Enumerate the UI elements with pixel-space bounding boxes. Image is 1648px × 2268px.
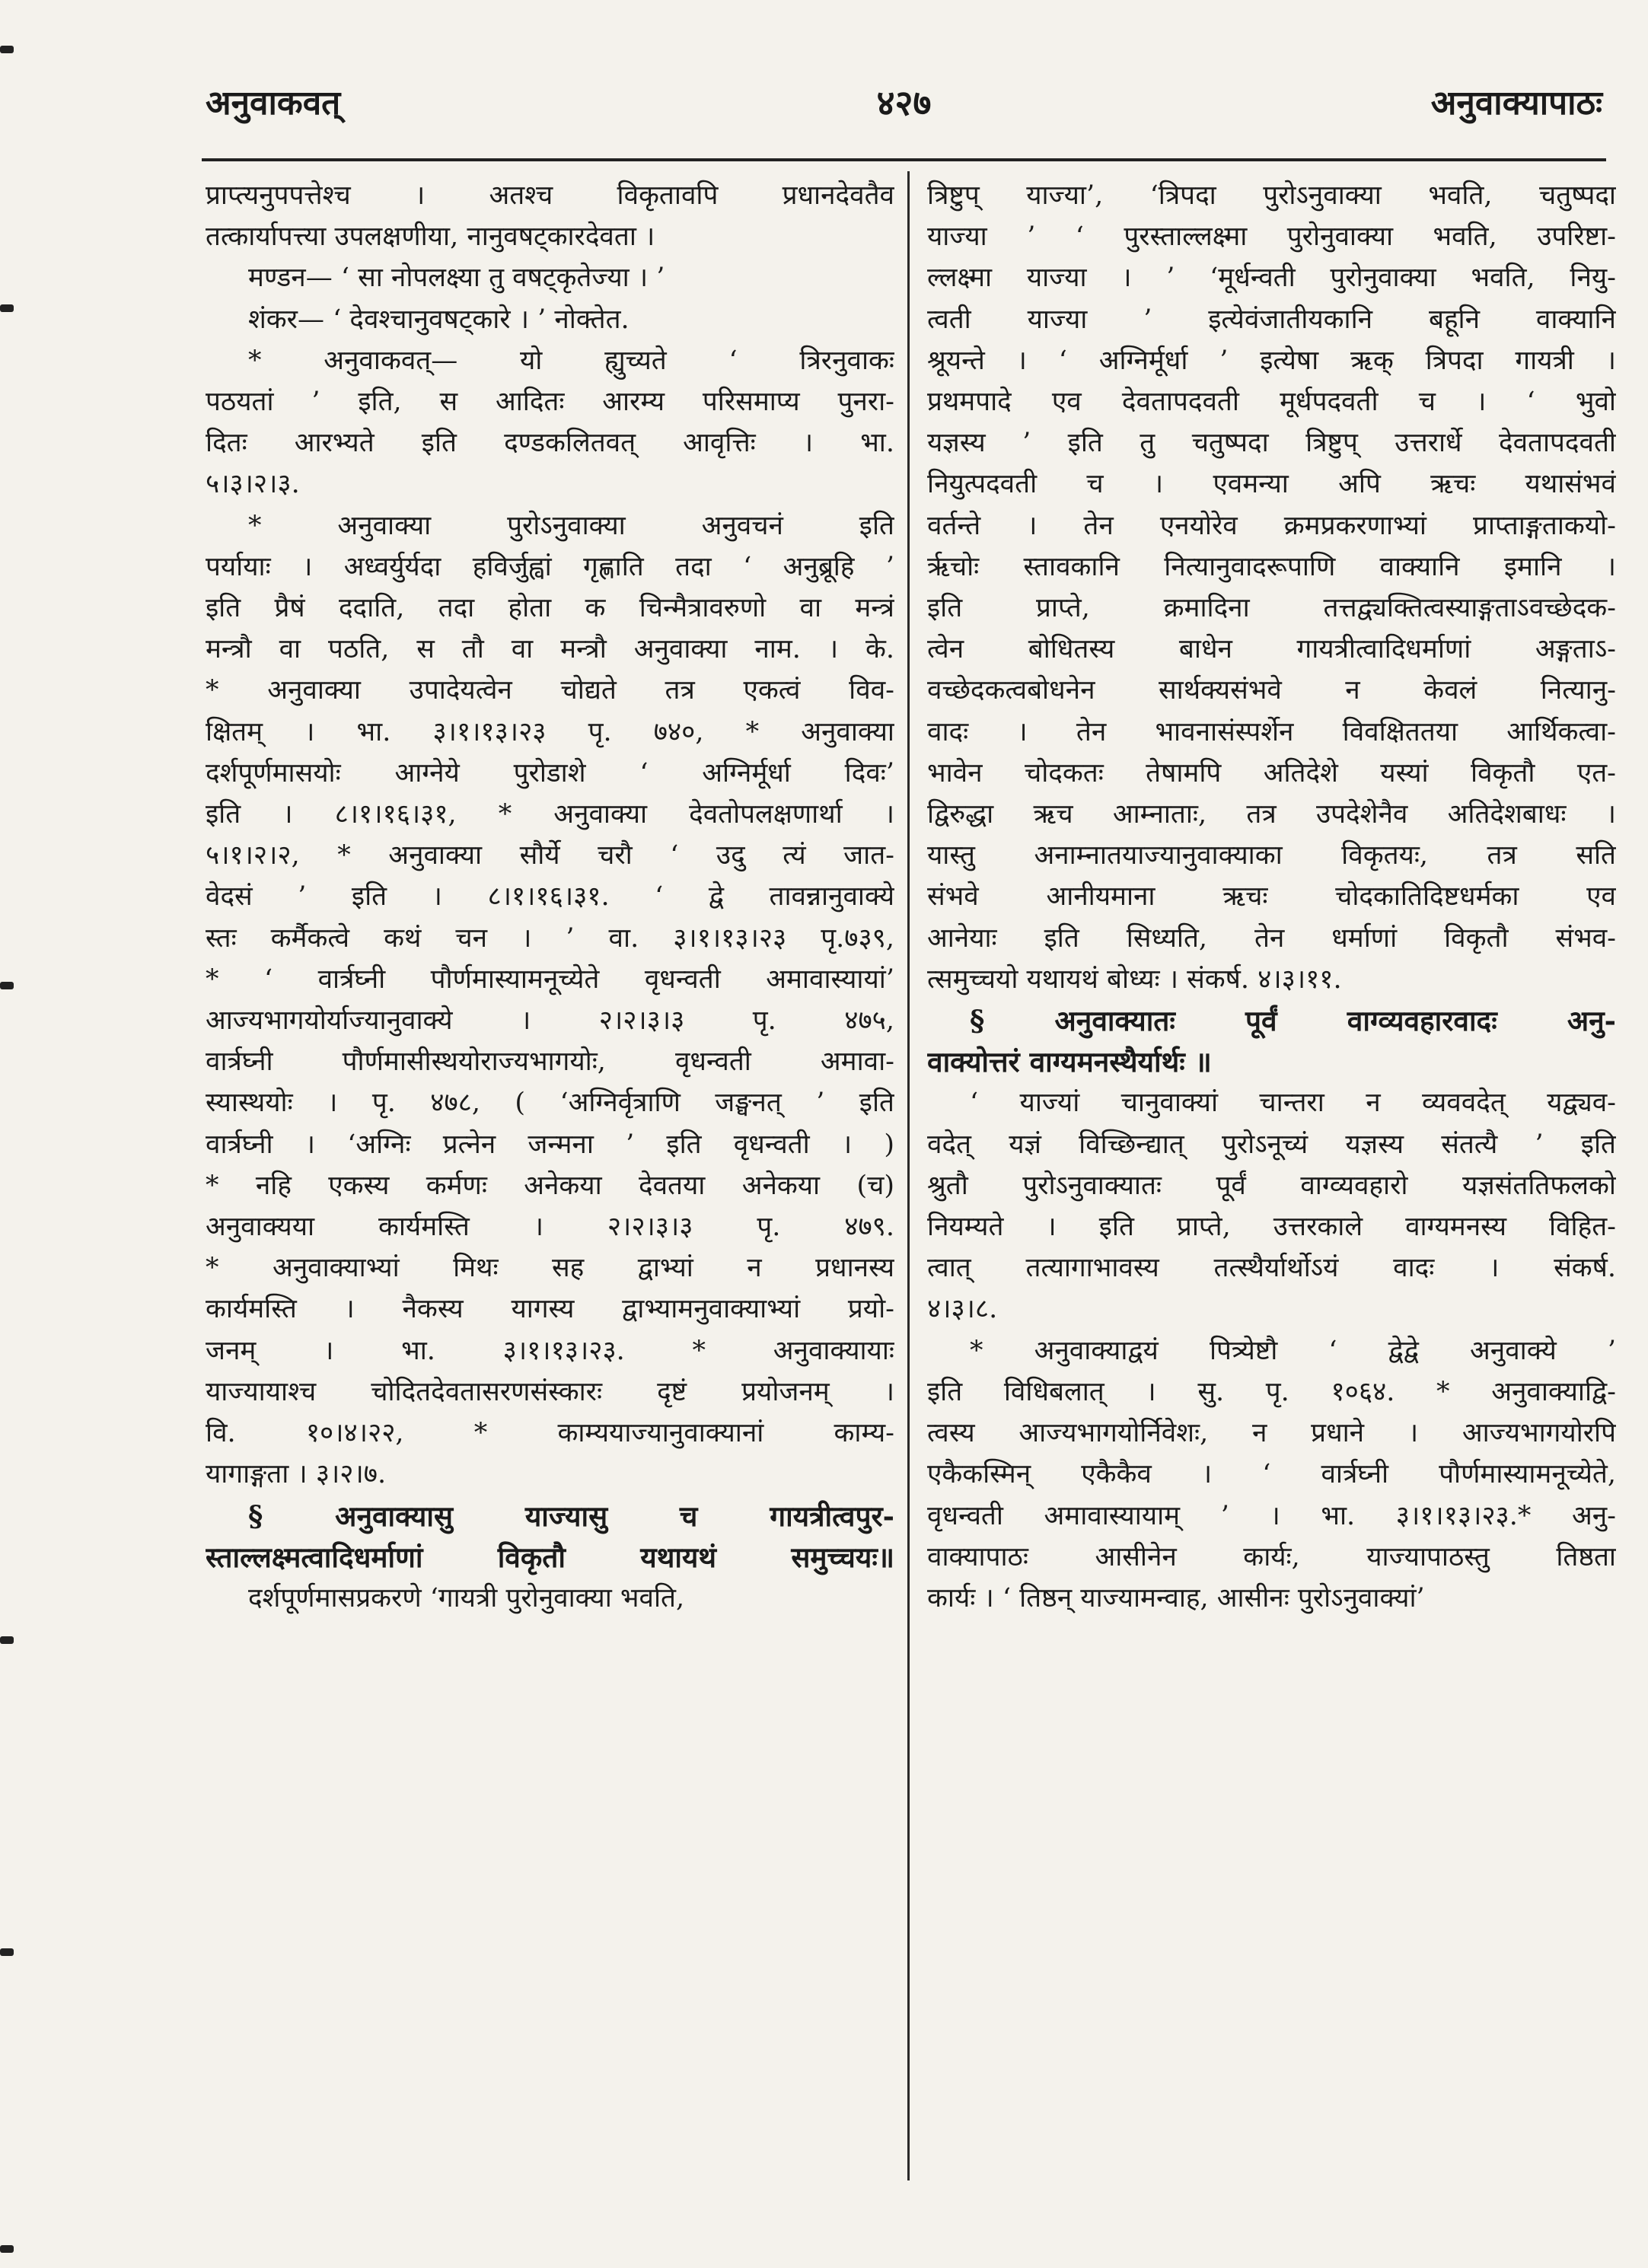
text-line: भावेन चोदकतः तेषामपि अतिदेशे यस्यां विकृतौ एत- [927, 757, 1616, 788]
text-line: ५।१।२।२, * अनुवाक्या सौर्ये चरौ ‘ उदु त्यं जात- [206, 840, 894, 871]
text-line: दर्शपूर्णमासप्रकरणे ‘गायत्री पुरोनुवाक्या भवति, [248, 1582, 685, 1613]
text-line: * अनुवाक्याभ्यां मिथः सह द्वाभ्यां न प्रधानस्य [206, 1253, 894, 1284]
entry-heading: * अनुवाक्याद्वयं पित्र्येष्टौ ‘ द्वेद्वे अनुवाक्ये ’ [970, 1335, 1616, 1366]
text-line: संभवे आनीयमाना ऋचः चोदकातिदिष्टधर्मका एव [927, 881, 1616, 913]
section-heading: § अनुवाक्यातः पूर्वं वाग्व्यवहारवादः अनु- [970, 1004, 1616, 1038]
page-number: ४२७ [876, 82, 932, 123]
text-line: यास्तु अनाम्नातयाज्यानुवाक्याका विकृतयः, तत्र सति [927, 840, 1616, 871]
text-line: * अनुवाक्या उपादेयत्वेन चोद्यते तत्र एकत्वं विव- [206, 675, 894, 706]
text-line: जनम् । भा. ३।१।१३।२३. * अनुवाक्यायाः [206, 1335, 894, 1366]
text-line: नियम्यते । इति प्राप्ते, उत्तरकाले वाग्यमनस्य विहित- [927, 1212, 1616, 1243]
text-line: वार्त्रघ्नी । ‘अग्निः प्रत्नेन जन्मना ’ इति वृधन्वती । ) [206, 1129, 894, 1160]
text-line: त्वस्य आज्यभागयोर्निवेशः, न प्रधाने । आज्यभागयोरपि [927, 1418, 1616, 1449]
running-head-left: अनुवाकवत् [206, 84, 341, 123]
text-line: कार्यः । ‘ तिष्ठन् याज्यामन्वाह, आसीनः पुरोऽनुवाक्यां’ [927, 1582, 1425, 1613]
text-line: पर्यायाः । अध्वर्युर्यदा हविर्जुह्वां गृह्णाति तदा ‘ अनुब्रूहि ’ [206, 551, 894, 582]
text-line: श्रूयन्ते । ‘ अग्निर्मूर्धा ’ इत्येषा ऋक् त्रिपदा गायत्री । [927, 345, 1616, 376]
text-line: प्रथमपादे एव देवतापदवती मूर्धपदवती च । ‘ भुवो [927, 387, 1616, 418]
scan-edge-mark [0, 1948, 14, 1956]
entry-heading: * अनुवाकवत्— यो ह्युच्यते ‘ त्रिरनुवाकः [248, 345, 894, 376]
text-line: प्राप्त्यनुपपत्तेश्च । अतश्च विकृतावपि प्रधानदेवतैव [206, 180, 894, 211]
text-line: नियुत्पदवती च । एवमन्या अपि ऋचः यथासंभवं [927, 469, 1616, 500]
text-line: दितः आरभ्यते इति दण्डकलितवत् आवृत्तिः । भा. [206, 428, 894, 459]
text-line: शंकर— ‘ देवश्चानुवषट्कारे । ’ नोक्तेत. [248, 304, 630, 335]
text-line: वृधन्वती अमावास्यायाम् ’ । भा. ३।१।१३।२३.* अनु- [927, 1500, 1616, 1531]
text-line: तत्कार्यापत्त्या उपलक्षणीया, नानुवषट्कारदेवता । [206, 221, 655, 253]
text-line: त्समुच्चयो यथायथं बोध्यः । संकर्ष. ४।३।११. [927, 964, 1342, 995]
text-line: याज्यायाश्च चोदितदेवतासरणसंस्कारः दृष्टं प्रयोजनम् । [206, 1376, 894, 1407]
text-line: वच्छेदकत्वबोधनेन सार्थक्यसंभवे न केवलं नित्यानु- [927, 675, 1616, 706]
text-line: वादः । तेन भावनासंस्पर्शेन विवक्षिततया आर्थिकत्वा- [927, 716, 1616, 747]
text-line: यज्ञस्य ’ इति तु चतुष्पदा त्रिष्टुप् उत्तरार्धे देवतापदवती [927, 428, 1616, 459]
text-line: * ‘ वार्त्रघ्नी पौर्णमास्यामनूच्येते वृधन्वती अमावास्यायां’ [206, 964, 894, 995]
text-line: कार्यमस्ति । नैकस्य यागस्य द्वाभ्यामनुवाक्याभ्यां प्रयो- [206, 1294, 894, 1325]
page-header [206, 72, 1602, 133]
text-line: ४।३।८. [927, 1294, 998, 1325]
text-line: मन्त्रौ वा पठति, स तौ वा मन्त्रौ अनुवाक्या नाम. । के. [206, 634, 894, 665]
text-line: इति विधिबलात् । सु. पृ. १०६४. * अनुवाक्याद्वि- [927, 1376, 1616, 1407]
scan-edge-mark [0, 304, 14, 312]
text-line: इति प्राप्ते, क्रमादिना तत्तद्व्यक्तित्वस्याङ्गताऽवच्छेदक- [927, 593, 1616, 624]
scan-edge-mark [0, 2245, 14, 2253]
text-line: वेदसं ’ इति । ८।१।१६।३१. ‘ द्वे तावन्नानुवाक्ये [206, 881, 894, 913]
text-line: वार्त्रघ्नी पौर्णमासीस्थयोराज्यभागयोः, वृधन्वती अमावा- [206, 1046, 894, 1078]
text-line: यागाङ्गता । ३।२।७. [206, 1459, 387, 1490]
text-line: आज्यभागयोर्याज्यानुवाक्ये । २।२।३।३ पृ. ४७५, [206, 1005, 894, 1037]
text-line: स्तः कर्मैकत्वे कथं चन । ’ वा. ३।१।१३।२३ पृ.७३९, [206, 922, 894, 954]
right-column [927, 175, 1616, 2192]
text-line: त्वेन बोधितस्य बाधेन गायत्रीत्वादिधर्माणां अङ्गताऽ- [927, 634, 1616, 665]
text-line: वि. १०।४।२२, * काम्ययाज्यानुवाक्यानां काम्य- [206, 1418, 894, 1449]
text-line: याज्या ’ ‘ पुरस्ताल्लक्ष्मा पुरोनुवाक्या भवति, उपरिष्टा- [927, 221, 1616, 253]
entry-heading: * अनुवाक्या पुरोऽनुवाक्या अनुवचनं इति [248, 510, 894, 541]
text-line: इति प्रैषं ददाति, तदा होता क चिन्मैत्रावरुणो वा मन्त्रं [206, 593, 894, 624]
text-line: आनेयाः इति सिध्यति, तेन धर्माणां विकृतौ संभव- [927, 922, 1616, 954]
text-line: एकैकस्मिन् एकैकैव । ‘ वार्त्रघ्नी पौर्णमास्यामनूच्येते, [927, 1459, 1616, 1490]
section-heading: स्ताल्लक्ष्मत्वादिधर्माणां विकृतौ यथायथं समुच्चयः॥ [206, 1540, 894, 1574]
text-line: वदेत् यज्ञं विच्छिन्द्यात् पुरोऽनूच्यं यज्ञस्य संतत्यै ’ इति [927, 1129, 1616, 1160]
text-line: क्षितम् । भा. ३।१।१३।२३ पृ. ७४०, * अनुवाक्या [206, 716, 894, 747]
text-line: अनुवाक्यया कार्यमस्ति । २।२।३।३ पृ. ४७९. [206, 1212, 894, 1243]
text-line: दर्शपूर्णमासयोः आग्नेये पुरोडाशे ‘ अग्निर्मूर्धा दिवः’ [206, 757, 894, 788]
text-line: ५।३।२।३. [206, 469, 300, 500]
text-line: वाक्यापाठः आसीनेन कार्यः, याज्यापाठस्तु तिष्ठता [927, 1541, 1616, 1572]
text-line: त्रिष्टुप् याज्या’, ‘त्रिपदा पुरोऽनुवाक्या भवति, चतुष्पदा [927, 180, 1616, 211]
scan-edge-mark [0, 982, 14, 989]
text-line: * नहि एकस्य कर्मणः अनेकया देवतया अनेकया (च) [206, 1170, 894, 1201]
text-line: त्वती याज्या ’ इत्येवंजातीयकानि बहूनि वाक्यानि [927, 304, 1616, 335]
text-line: स्यास्थयोः । पृ. ४७८, ( ‘अग्निर्वृत्राणि जङ्घनत् ’ इति [206, 1088, 894, 1119]
left-column [206, 175, 894, 2192]
text-line: ल्लक्ष्मा याज्या । ’ ‘मूर्धन्वती पुरोनुवाक्या भवति, नियु- [927, 263, 1616, 294]
text-line: र्ऋचोः स्तावकानि नित्यानुवादरूपाणि वाक्यानि इमानि । [927, 551, 1616, 582]
column-divider [907, 171, 910, 2180]
text-line: द्विरुद्धा ऋच आम्नाताः, तत्र उपदेशेनैव अतिदेशबाधः । [927, 799, 1616, 830]
text-line: इति । ८।१।१६।३१, * अनुवाक्या देवतोपलक्षणार्था । [206, 799, 894, 830]
section-heading: § अनुवाक्यासु याज्यासु च गायत्रीत्वपुर- [248, 1499, 894, 1533]
scan-edge-mark [0, 46, 14, 53]
text-line: पठयतां ’ इति, स आदितः आरम्य परिसमाप्य पुनरा- [206, 387, 894, 418]
text-line: ‘ याज्यां चानुवाक्यां चान्तरा न व्यववदेत् यद्व्यव- [970, 1088, 1616, 1119]
running-head-right: अनुवाक्यापाठः [1430, 84, 1602, 123]
scan-edge-mark [0, 1636, 14, 1644]
header-rule [202, 158, 1606, 161]
text-line: त्वात् तत्यागाभावस्य तत्स्थैर्यार्थोऽयं वादः । संकर्ष. [927, 1253, 1616, 1284]
section-heading: वाक्योत्तरं वाग्यमनस्थैर्यार्थः ॥ [927, 1045, 1212, 1079]
text-line: वर्तन्ते । तेन एनयोरेव क्रमप्रकरणाभ्यां प्राप्ताङ्गताकयो- [927, 510, 1616, 541]
text-line: मण्डन— ‘ सा नोपलक्ष्या तु वषट्कृतेज्या । ’ [248, 263, 665, 294]
text-line: श्रुतौ पुरोऽनुवाक्यातः पूर्वं वाग्व्यवहारो यज्ञसंततिफलको [927, 1170, 1616, 1201]
